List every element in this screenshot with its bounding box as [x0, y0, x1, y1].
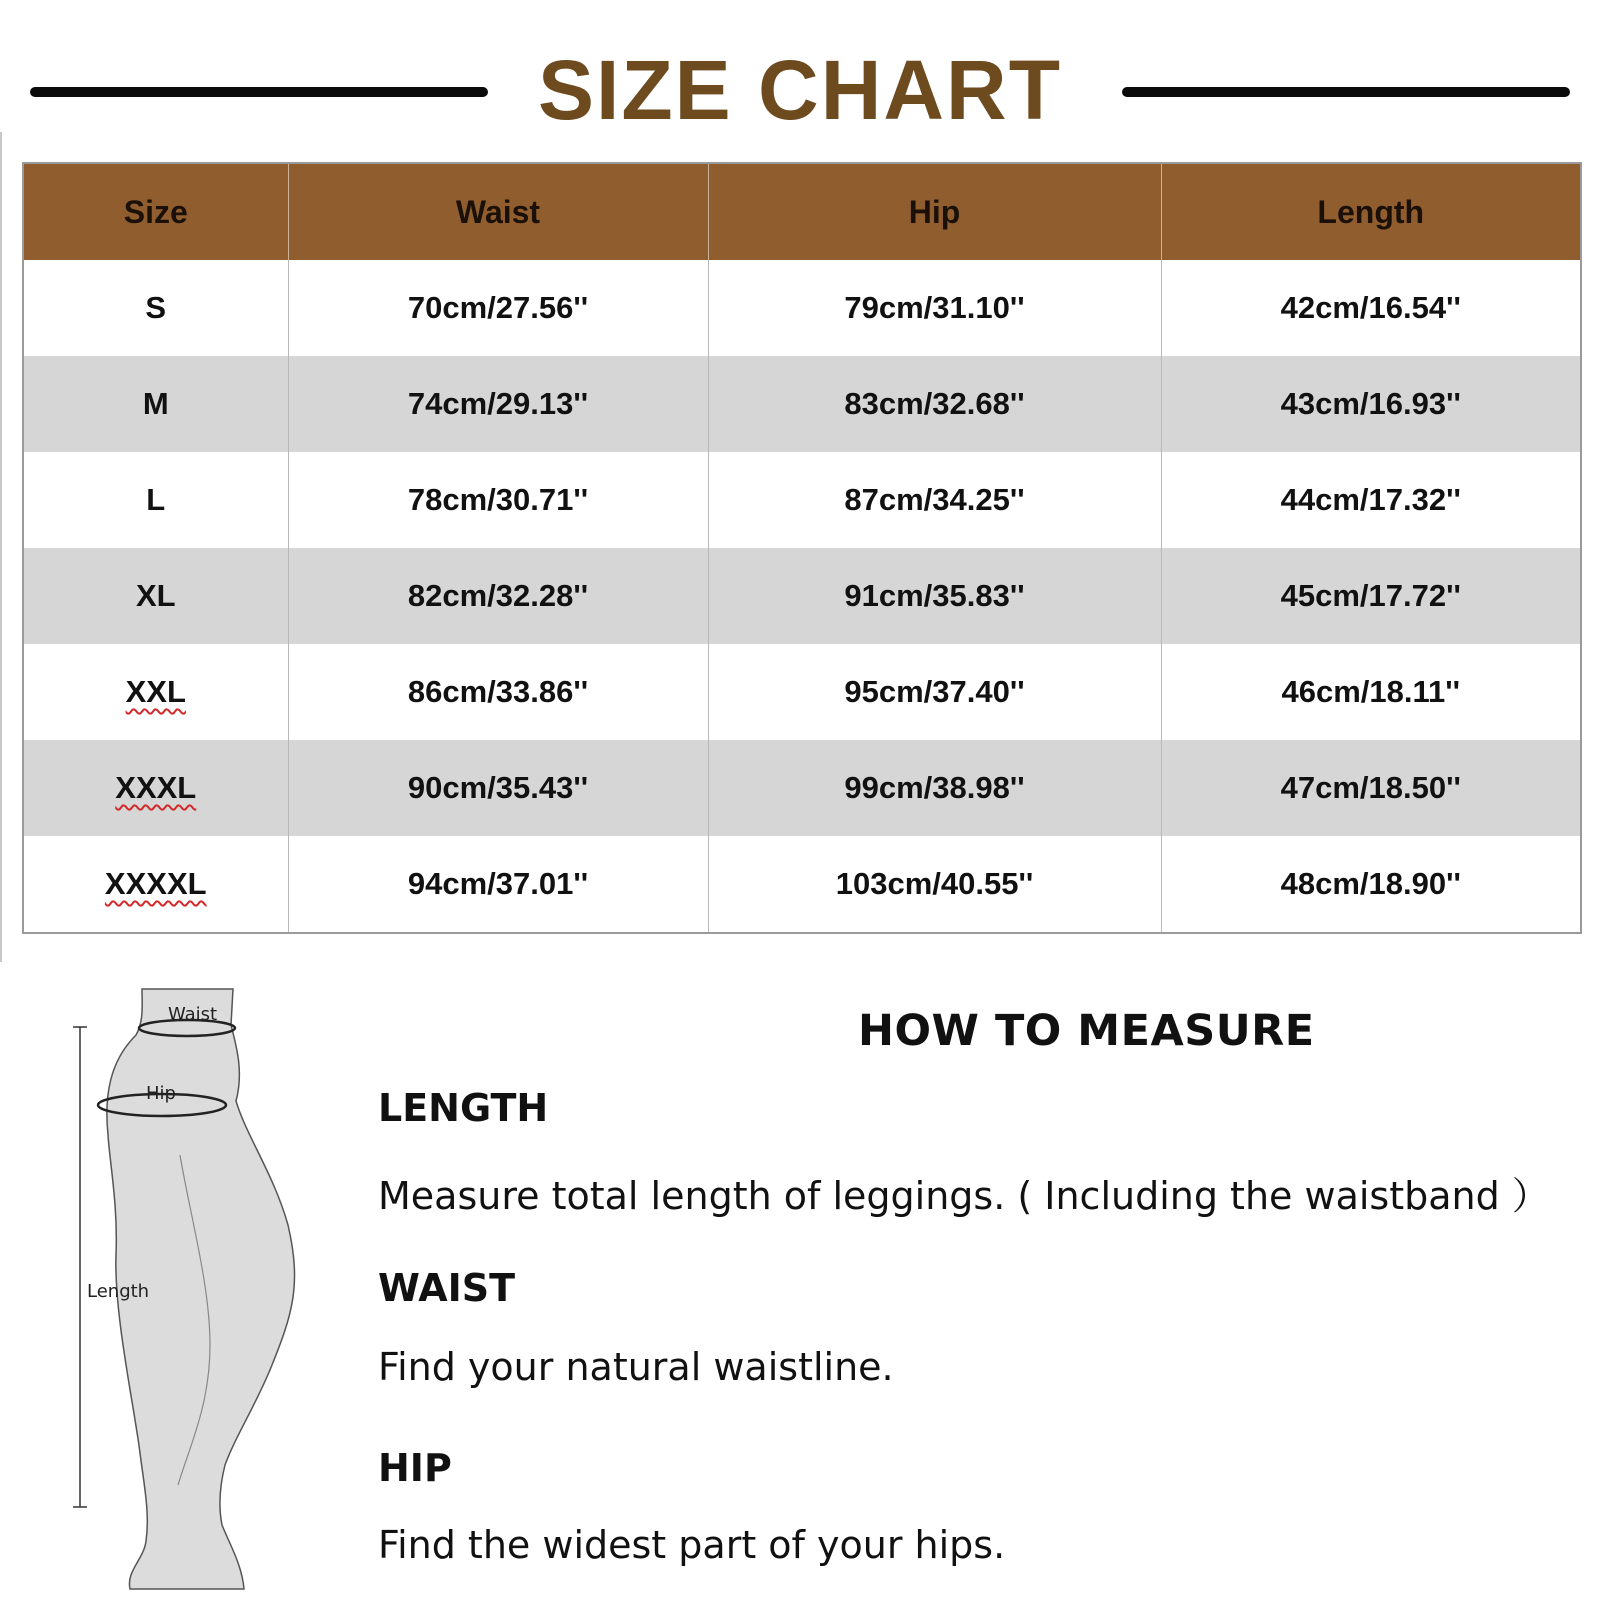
- hip-cell: 79cm/31.10'': [708, 260, 1161, 356]
- length-cell: 48cm/18.90'': [1161, 836, 1581, 933]
- size-cell: [23, 836, 288, 933]
- table-row: [23, 452, 1581, 548]
- waist-instruction: Find your natural waistline.: [378, 1345, 894, 1389]
- table-row: [23, 836, 1581, 933]
- column-header-length: Length: [1161, 163, 1581, 260]
- hip-cell: 87cm/34.25'': [708, 452, 1161, 548]
- size-cell: XL: [23, 548, 288, 644]
- waist-cell: 70cm/27.56'': [288, 260, 708, 356]
- size-label: XXL: [125, 674, 186, 709]
- size-chart-table: [22, 162, 1582, 934]
- hip-instruction: Find the widest part of your hips.: [378, 1523, 1006, 1567]
- size-cell: M: [23, 356, 288, 452]
- title-rule-right: [1122, 87, 1570, 97]
- page-edge-line: [0, 132, 2, 962]
- hip-figure-label: Hip: [146, 1083, 176, 1104]
- hip-heading: HIP: [378, 1446, 452, 1490]
- waist-heading: WAIST: [378, 1266, 516, 1310]
- waist-cell: 90cm/35.43'': [288, 740, 708, 836]
- hip-cell: 99cm/38.98'': [708, 740, 1161, 836]
- length-cell: 45cm/17.72'': [1161, 548, 1581, 644]
- table-row: [23, 260, 1581, 356]
- waist-figure-label: Waist: [168, 1004, 218, 1025]
- column-header-waist: Waist: [288, 163, 708, 260]
- waist-cell: 82cm/32.28'': [288, 548, 708, 644]
- length-cell: 42cm/16.54'': [1161, 260, 1581, 356]
- length-cell: 43cm/16.93'': [1161, 356, 1581, 452]
- hip-cell: 83cm/32.68'': [708, 356, 1161, 452]
- column-header-size: Size: [23, 163, 288, 260]
- size-cell: S: [23, 260, 288, 356]
- length-figure-label: Length: [87, 1281, 150, 1302]
- hip-cell: 91cm/35.83'': [708, 548, 1161, 644]
- size-cell: [23, 740, 288, 836]
- page-title: SIZE CHART: [538, 43, 1062, 137]
- column-header-hip: Hip: [708, 163, 1161, 260]
- table-row: [23, 644, 1581, 740]
- length-cell: 44cm/17.32'': [1161, 452, 1581, 548]
- length-cell: 47cm/18.50'': [1161, 740, 1581, 836]
- length-cell: 46cm/18.11'': [1161, 644, 1581, 740]
- waist-cell: 94cm/37.01'': [288, 836, 708, 933]
- hip-cell: 103cm/40.55'': [708, 836, 1161, 933]
- leggings-figure-icon: [60, 985, 340, 1595]
- size-label: XXXL: [115, 770, 197, 805]
- waist-cell: 86cm/33.86'': [288, 644, 708, 740]
- table-header-row: [23, 163, 1581, 260]
- table-row: [23, 356, 1581, 452]
- table-row: [23, 740, 1581, 836]
- size-cell: L: [23, 452, 288, 548]
- length-heading: LENGTH: [378, 1086, 549, 1130]
- size-label: XXXXL: [104, 866, 207, 901]
- waist-cell: 74cm/29.13'': [288, 356, 708, 452]
- length-instruction: Measure total length of leggings. ( Including the waistband ）: [378, 1174, 1550, 1218]
- size-cell: [23, 644, 288, 740]
- how-to-measure-title: HOW TO MEASURE: [858, 1006, 1315, 1056]
- table-row: [23, 548, 1581, 644]
- length-ruler: [73, 1027, 87, 1507]
- hip-cell: 95cm/37.40'': [708, 644, 1161, 740]
- waist-cell: 78cm/30.71'': [288, 452, 708, 548]
